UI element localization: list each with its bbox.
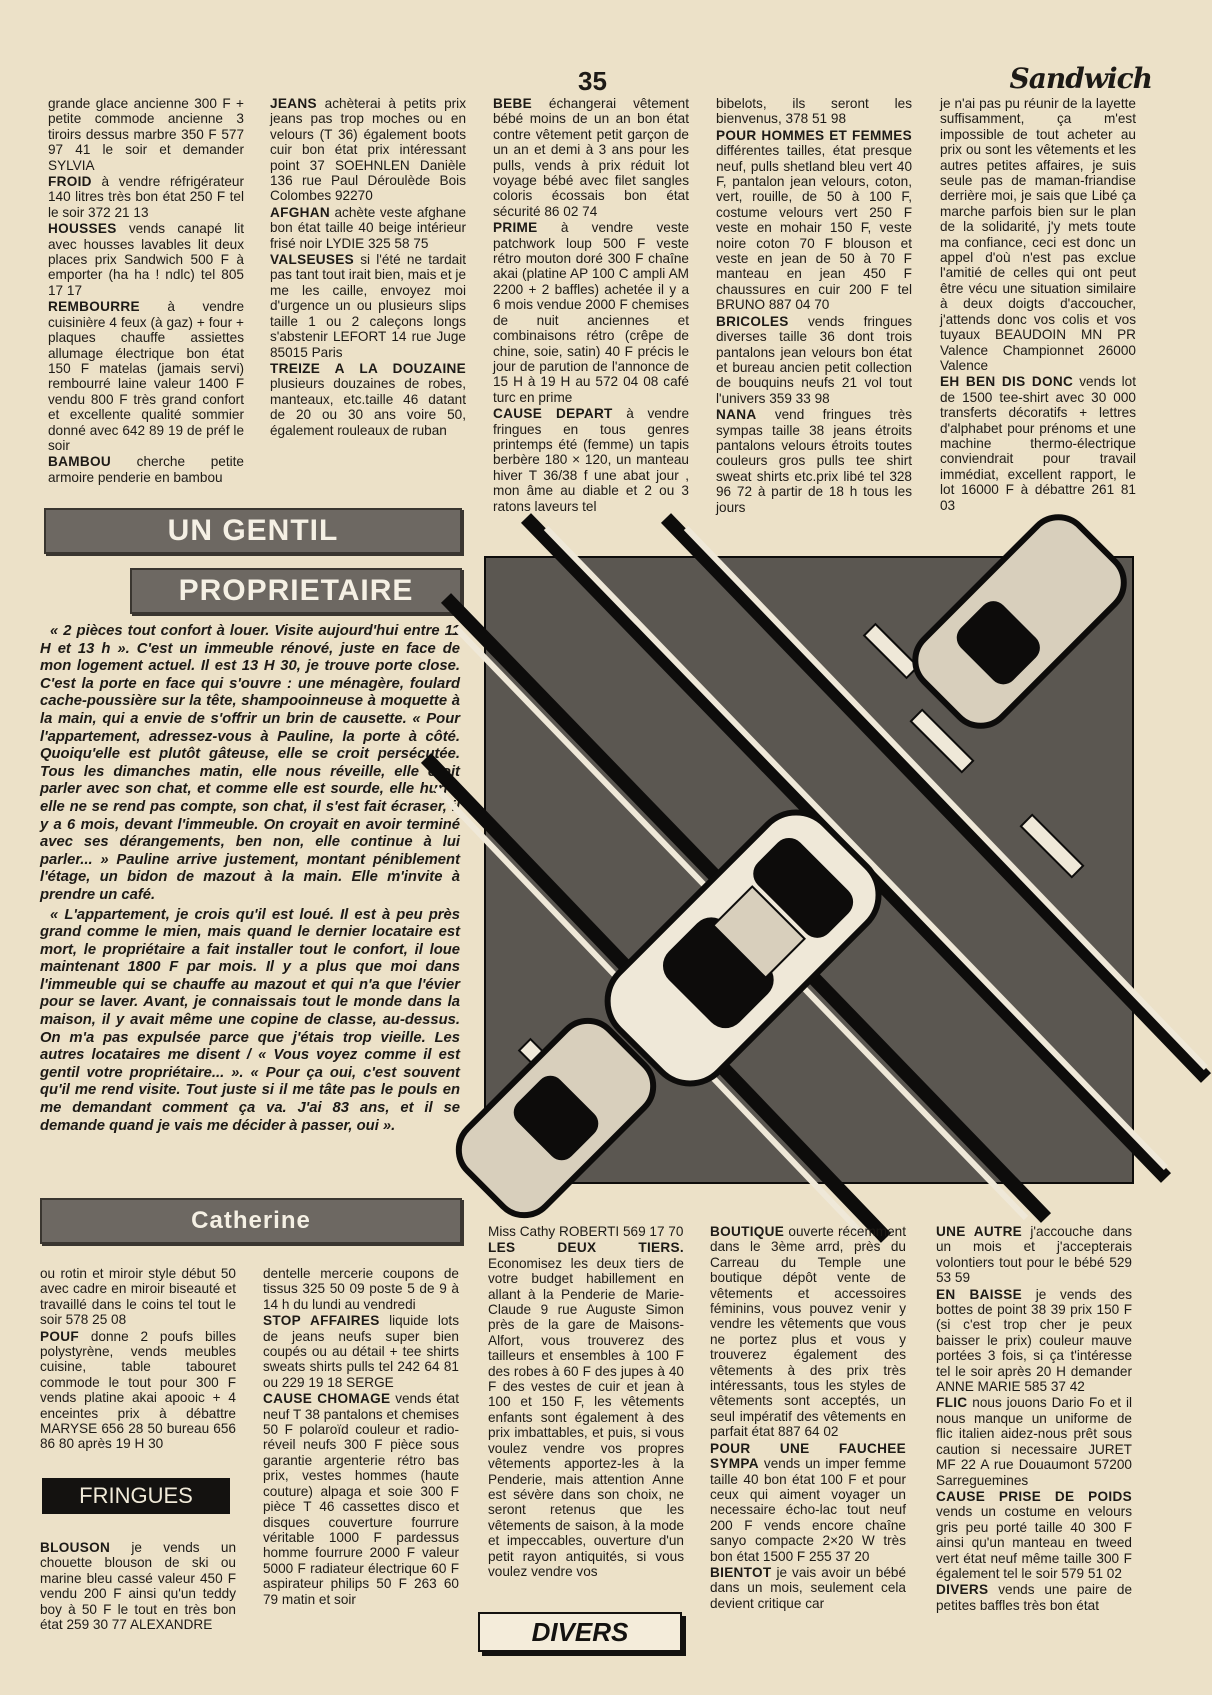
ad-text: vends un imper femme taille 40 bon état 100 F et pour ceux qui aiment voyager un necessaire écho-lac tout neuf 200 F vends encore chaîne sanyo compacte 2×20 W très bon état 1500 F 255 37 20 (710, 1456, 906, 1564)
ad-heading: BLOUSON (40, 1540, 111, 1555)
ad-heading: JEANS (270, 96, 317, 111)
ad-text: si l'été ne tardait pas tant tout irait bien, mais et je me les caille, envoyez moi d'urgence un ou plusieurs slips taille 1 ou 2 caleçons longs s'abstenir LEFORT 14 rue Juge 85015 Paris (270, 252, 466, 360)
ad-text: à vendre cuisinière 4 feux (à gaz) + four + plaques chauffe assiettes allumage électrique bon état 150 F matelas (jamais servi) rembourré laine valeur 1400 F vendu 800 F très grand confort et excellente qualité sommier donné avec 642 89 19 de préf le soir (48, 299, 245, 453)
ad-heading: BRICOLES (716, 313, 789, 329)
ad-text: Miss Cathy ROBERTI 569 17 70 (488, 1224, 684, 1239)
ad-text: vends canapé lit avec housses lavables lit deux places prix Sandwich 500 F à emporter (ha ha ! ndlc) tel 805 17 17 (48, 221, 244, 298)
classified-ad (40, 1266, 236, 1328)
classified-ad (270, 361, 466, 438)
classified-ad (48, 221, 244, 298)
classified-ad (48, 96, 244, 173)
classified-ad (936, 1287, 1132, 1395)
article-signature: Catherine (40, 1198, 462, 1244)
ad-text: vends lot de 1500 tee-shirt avec 30 000 transferts décoratifs + lettres d'alphabet pour prénoms et une machine thermo-électrique conviendrait pour travail immédiat, excellent rapport, le lot 16000 F à débattre 261 81 03 (940, 374, 1136, 513)
ad-text: échangerai vêtement bébé moins de un an bon état contre vêtement petit garçon de un an et demi à 3 ans pour les pulls, vends à prix réduit lot voyage bébé avec filet sangles coloris écossais bon état sécurité 86 02 74 (493, 96, 689, 219)
bottom-column-4 (710, 1224, 906, 1648)
ad-text: je n'ai pas pu réunir de la layette suffisamment, ça m'est impossible de tout acheter au prix ou sont les vêtements et les autres petites affaires, je suis seule pas de maman-friandise derrière moi, je sais que Libé ça marche parfois bien sur le plan de la solidarité, j'y mets toute ma confiance, ceci est donc un appel d'où n'est pas exclue l'amitié de celles qui ont peut être vécu une situation similaire à deux doigts d'accoucher, j'attends donc vos colis et vos tuyaux BEAUDOIN MN PR Valence Championnet 26000 Valence (940, 96, 1136, 373)
classified-ad (940, 96, 1136, 373)
ad-text: donne 2 poufs billes polystyrène, vends meubles cuisine, table tabouret commode le tout pour 300 F vends platine akai apooic + 4 enceintes prix à débattre MARYSE 656 28 50 bureau 656 86 80 après 19 H 30 (40, 1328, 236, 1452)
ad-heading: POUR UNE FAUCHEE SYMPA (710, 1440, 906, 1472)
ad-text: plusieurs douzaines de robes, manteaux, etc.taille 46 datant de 20 ou 30 ans voire 50, également rouleaux de ruban (270, 376, 466, 438)
section-title: Sandwich (1009, 62, 1152, 95)
classified-ad (716, 314, 912, 406)
article-body (40, 623, 460, 1137)
classified-ad (493, 96, 689, 219)
classified-ad (710, 1441, 906, 1564)
ad-text: vends fringues diverses taille 36 dont trois pantalons jean velours bon état et bureau ancien petit collection de bouquins neufs 21 vol tout l'univers 359 33 98 (716, 313, 912, 406)
top-column-3 (493, 96, 689, 536)
classified-ad (716, 407, 912, 515)
road-cars-illustration (484, 556, 1134, 1184)
ad-heading: TREIZE A LA DOUZAINE (270, 360, 466, 376)
bottom-column-5 (936, 1224, 1132, 1648)
ad-text: je vends un chouette blouson de ski ou marine bleu cassé valeur 450 F vendu 200 F ainsi qu'un teddy boy à 50 F le tout en très bon état 259 30 77 ALEXANDRE (40, 1540, 237, 1633)
ad-text: Economisez les deux tiers de votre budget habillement en allant à la Penderie de Marie-Claude 9 rue Auguste Simon près de la gare de Maisons-Alfort, vous trouverez des tailleurs et ensembles à 100 F des robes à 60 F des jupes à 40 F des vestes de cuir et jean à 100 et 150 F, les vêtements enfants sont également à des prix imbattables, et puis, si vous voulez vendre vos propres vêtements apportez-les à la Penderie, mais attention Anne est sévère dans son choix, ne seront retenus que les vêtements de saison, à la mode et impeccables, ouverture d'un petit rayon antiquités, si vous voulez vendre vos (488, 1255, 684, 1579)
classified-ad (716, 128, 912, 313)
ad-heading: FROID (48, 174, 92, 190)
classified-ad (488, 1224, 684, 1239)
ad-heading: DIVERS (936, 1582, 989, 1598)
ad-heading: VALSEUSES (270, 252, 355, 268)
ad-heading: BIENTOT (710, 1564, 772, 1580)
ad-text: vends une paire de petites baffles très bon état (936, 1582, 1133, 1613)
classified-ad (263, 1313, 459, 1390)
ad-heading: HOUSSES (48, 221, 117, 237)
ad-text: je vends des bottes de point 38 39 prix 150 F (si c'est trop cher je peux baisser le prix) couleur mauve portées 3 fois, si ça t'intéresse tel le soir après 20 H demander ANNE MARIE 585 37 42 (936, 1286, 1132, 1395)
ad-heading: STOP AFFAIRES (263, 1313, 380, 1329)
ad-text: différentes tailles, état presque neuf, pulls shetland bleu vert 40 F, pantalon jean velours, coton, vert, rouille, de 50 à 100 F, costume velours vert 250 F veste en mohair 150 F, veste noire coton 70 F blouson et veste en jean de 50 à 70 F manteau en jean 450 F chaussures en cuir 200 F tel BRUNO 887 04 70 (716, 143, 912, 313)
ad-heading: NANA (716, 407, 757, 423)
ad-heading: PRIME (493, 220, 538, 236)
ad-heading: EN BAISSE (936, 1286, 1022, 1302)
page-number: 35 (578, 66, 607, 96)
classified-ad (263, 1391, 459, 1607)
classified-ad (270, 96, 466, 204)
ad-heading: POUR HOMMES ET FEMMES (716, 127, 912, 143)
top-column-2 (270, 96, 466, 488)
ad-heading: UNE AUTRE (936, 1224, 1023, 1239)
road-illustration-svg (486, 558, 1132, 1182)
classified-ad (40, 1329, 236, 1452)
ad-heading: FLIC (936, 1395, 968, 1411)
ad-text: je vais avoir un bébé dans un mois, seulement cela devient critique car (710, 1564, 906, 1611)
ad-heading: CAUSE PRISE DE POIDS (936, 1488, 1132, 1504)
classified-ad (936, 1489, 1132, 1581)
bottom-column-3 (488, 1224, 684, 1586)
classified-ad (48, 174, 244, 220)
classified-ad (48, 299, 244, 453)
classified-ad (263, 1266, 459, 1312)
ad-text: j'accouche dans un mois et j'accepterais volontiers tout pour le bébé 529 53 59 (936, 1224, 1133, 1286)
ad-heading: BOUTIQUE (710, 1224, 785, 1239)
ad-text: liquide lots de jeans neufs super bien coupés ou au détail + tee shirts sweats shirts pulls tel 242 64 81 ou 229 19 18 SERGE (263, 1313, 459, 1390)
classified-ad (936, 1224, 1132, 1286)
classified-ad (270, 252, 466, 360)
classified-ad (493, 406, 689, 514)
ad-heading: REMBOURRE (48, 299, 140, 315)
ad-heading: AFGHAN (270, 204, 330, 220)
ad-text: cherche petite armoire penderie en bambou (48, 454, 244, 485)
classified-ad (710, 1565, 906, 1611)
article-paragraph: « L'appartement, je crois qu'il est loué. Il est à peu près grand comme le mien, mais quand le dernier locataire est mort, le propriétaire a fait installer tout le confort, il loue maintenant 1800 F par mois. Il y a plus que moi dans l'immeuble qui se chauffe au mazout et qui n'a que l'évier pour se laver. Avant, je connaissais tout le monde dans la maison, il y avait même une copine de classe, au-dessus. On m'a pas expulsée parce que j'étais trop vieille. Les autres locataires me disent / « Vous voyez comme il est gentil votre propriétaire... ». « Pour ça oui, c'est souvent qu'il me rend visite. Tout juste si il me tâte pas le pouls en me demandant comment ça va. J'ai 83 ans, et il se demande quand je vais me décider à passer, oui ». (40, 906, 460, 1134)
classified-ad (488, 1240, 684, 1579)
classified-ad (270, 205, 466, 251)
ad-text: achète veste afghane bon état taille 40 beige intérieur frisé noir LYDIE 325 58 75 (270, 204, 467, 251)
bottom-column-1 (40, 1266, 236, 1452)
classified-ad (493, 220, 689, 405)
ad-heading: CAUSE DEPART (493, 406, 613, 422)
ad-text: ou rotin et miroir style début 50 avec cadre en miroir biseauté et travaillé dans le coins tel tout le soir 578 25 08 (40, 1266, 236, 1328)
top-column-1 (48, 96, 244, 488)
ad-text: vends état neuf T 38 pantalons et chemises 50 F polaroïd couleur et radio-réveil neufs 300 F pièce sous garantie argenterie rétro bas prix, vestes hommes (haute couture) alpaga et soie 300 F pièce T 46 cassettes disco et disques couverture fourrure véritable 1000 F pardessus homme fourrure 2000 F valeur 5000 F radiateur électrique 60 F aspirateur philips 50 F 263 60 79 matin et soir (263, 1391, 459, 1607)
bottom-column-1-after-label (40, 1540, 236, 1648)
classified-ad (716, 96, 912, 127)
ad-text: à vendre réfrigérateur 140 litres très bon état 250 F tel le soir 372 21 13 (48, 174, 244, 220)
bottom-column-2 (263, 1266, 459, 1650)
ad-text: ouverte récemment dans le 3ème arrd, près du Carreau du Temple une boutique dépôt vente de vêtements et accessoires féminins, vous pouvez venir y vendre les vêtements que vous ne portez plus et vous y trouverez également des vêtements à des prix très intéressants, tous les styles de vêtements sont acceptés, un seul impératif des vêtements en parfait état 887 64 02 (710, 1224, 907, 1440)
top-column-4 (716, 96, 912, 536)
section-label-divers: DIVERS (478, 1612, 682, 1652)
classified-ad (710, 1224, 906, 1440)
ad-text: bibelots, ils seront les bienvenus, 378 51 98 (716, 96, 912, 127)
headline-line-1: UN GENTIL (44, 508, 462, 554)
ad-heading: EH BEN DIS DONC (940, 374, 1074, 390)
classified-ad (940, 374, 1136, 513)
ad-text: achèterai à petits prix jeans pas trop moches ou en velours (T 36) également boots cuir bon état prix intéressant point 37 SOEHNLEN Danièle 136 rue Paul Déroulède Bois Colombes 92270 (270, 96, 466, 204)
classified-ad (936, 1582, 1132, 1613)
ad-heading: POUF (40, 1328, 79, 1344)
ad-text: nous jouons Dario Fo et il nous manque un uniforme de flic italien aidez-nous prêt sous caution si necessaire JURET MF 22 A rue Douaumont 57200 Sarreguemines (936, 1395, 1132, 1488)
classified-ad (48, 454, 244, 485)
section-label-fringues: FRINGUES (42, 1478, 230, 1514)
ad-text: à vendre veste patchwork loup 500 F veste rétro mouton doré 300 F chaîne akai (platine AP 100 C ampli AM 2200 + 2 baffles) achetée il y a 6 mois vendue 2000 F chemises de nuit anciennes et combinaisons rétro (crêpe de chine, soie, satin) 40 F précis le jour de parution de l'annonce de 15 H à 19 H au 572 04 08 café turc en prime (493, 220, 690, 405)
ad-text: vend fringues très sympas taille 38 jeans étroits pantalons velours étroits toutes couleurs gros pulls tee shirt sweat shirts etc.prix libé tel 328 96 72 à partir de 18 h tous les jours (716, 407, 912, 515)
ad-heading: CAUSE CHOMAGE (263, 1391, 391, 1407)
article-paragraph: « 2 pièces tout confort à louer. Visite aujourd'hui entre 11 H et 13 h ». C'est un immeuble rénové, juste en face de mon logement actuel. Il est 13 H 30, je trouve porte close. C'est la porte en face qui s'ouvre : une ménagère, foulard cache-poussière sur la tête, shampooinneuse à moquette à la main, qui a envie de s'offrir un brin de causette. « Pour l'appartement, adressez-vous à Pauline, la porte à côté. Quoiqu'elle est plutôt gâteuse, elle se croit persécutée. Tous les dimanches matin, elle nous réveille, elle croit parler avec son chat, et comme elle est sourde, elle hurle, elle ne se rend pas compte, son chat, il s'est fait écraser, il y a 6 mois, devant l'immeuble. On croyait en avoir terminé avec ses dérangements, ben non, elle continue à lui parler... » Pauline arrive justement, montant péniblement l'étage, un bidon de mazout à la main. Elle m'invite à prendre un café. (40, 623, 460, 903)
ad-text: dentelle mercerie coupons de tissus 325 50 09 poste 5 de 9 à 14 h du lundi au vendredi (263, 1266, 459, 1312)
top-column-5 (940, 96, 1136, 536)
ad-heading: BAMBOU (48, 454, 111, 470)
classified-ad (936, 1395, 1132, 1487)
ad-text: à vendre fringues en tous genres printemps été (femme) un tapis berbère 180 × 120, un manteau hiver T 36/38 f une abat jour , mon âme au diable et 2 ou 3 ratons laveurs tel (493, 406, 690, 514)
ad-text: grande glace ancienne 300 F + petite commode ancienne 3 tiroirs dessus marbre 350 F 577 97 41 le soir et demander SYLVIA (48, 96, 244, 173)
headline-line-2: PROPRIETAIRE (130, 568, 462, 614)
ad-text: vends un costume en velours gris peu porté taille 40 300 F ainsi qu'un manteau en tweed vert état neuf même taille 300 F également tel le soir 579 51 02 (936, 1504, 1132, 1581)
classified-ad (40, 1540, 236, 1632)
ad-heading: LES DEUX TIERS. (488, 1240, 684, 1256)
ad-heading: BEBE (493, 96, 532, 111)
